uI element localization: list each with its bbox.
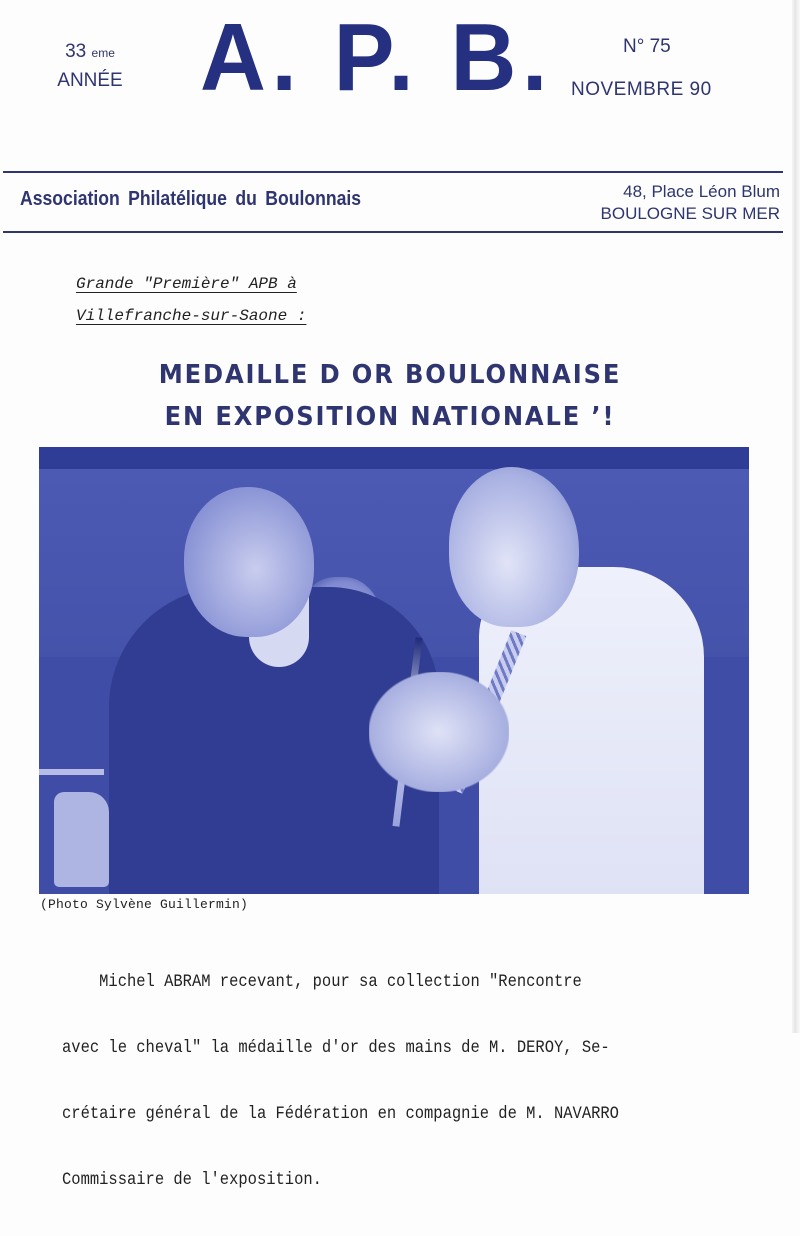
caption-line: avec le cheval" la médaille d'or des mains de M. DEROY, Se- (62, 1039, 610, 1058)
address-line-2: BOULOGNE SUR MER (600, 204, 780, 223)
page-edge (792, 0, 800, 1033)
headline-line: EN EXPOSITION NATIONALE ’! (164, 402, 616, 432)
caption-line: crétaire général de la Fédération en compagnie de M. NAVARRO (62, 1105, 619, 1124)
kicker (76, 268, 306, 332)
presenter-head (184, 487, 314, 637)
top-divider (3, 171, 783, 173)
kicker-line: Villefranche-sur-Saone : (76, 307, 307, 325)
issue-date: NOVEMBRE 90 (571, 79, 712, 100)
photo-caption (62, 928, 692, 1236)
recipient-head (449, 467, 579, 627)
hands (369, 672, 509, 792)
cloth (54, 792, 109, 887)
kicker-line: Grande "Première" APB à (76, 275, 297, 293)
address-line-1: 48, Place Léon Blum (623, 182, 780, 201)
year-number: 33 (65, 41, 87, 62)
issue-number: N° 75 (623, 36, 671, 57)
bottom-divider (3, 231, 783, 233)
photo-top-band (39, 447, 749, 469)
photo-credit: (Photo Sylvène Guillermin) (40, 897, 249, 912)
caption-line: Commissaire de l'exposition. (62, 1171, 322, 1190)
year-suffix: eme (91, 46, 115, 60)
table-edge (39, 769, 104, 775)
caption-line: Michel ABRAM recevant, pour sa collection "Rencontre (62, 973, 582, 992)
headline (120, 354, 659, 438)
association-name: Association Philatélique du Boulonnais (20, 188, 362, 210)
year-label: ANNÉE (57, 70, 123, 91)
award-photo (39, 447, 749, 894)
association-address (560, 181, 780, 225)
logo-title: A. P. B. (200, 4, 554, 111)
headline-line: MEDAILLE D OR BOULONNAISE (158, 360, 622, 390)
year-block (40, 38, 140, 95)
